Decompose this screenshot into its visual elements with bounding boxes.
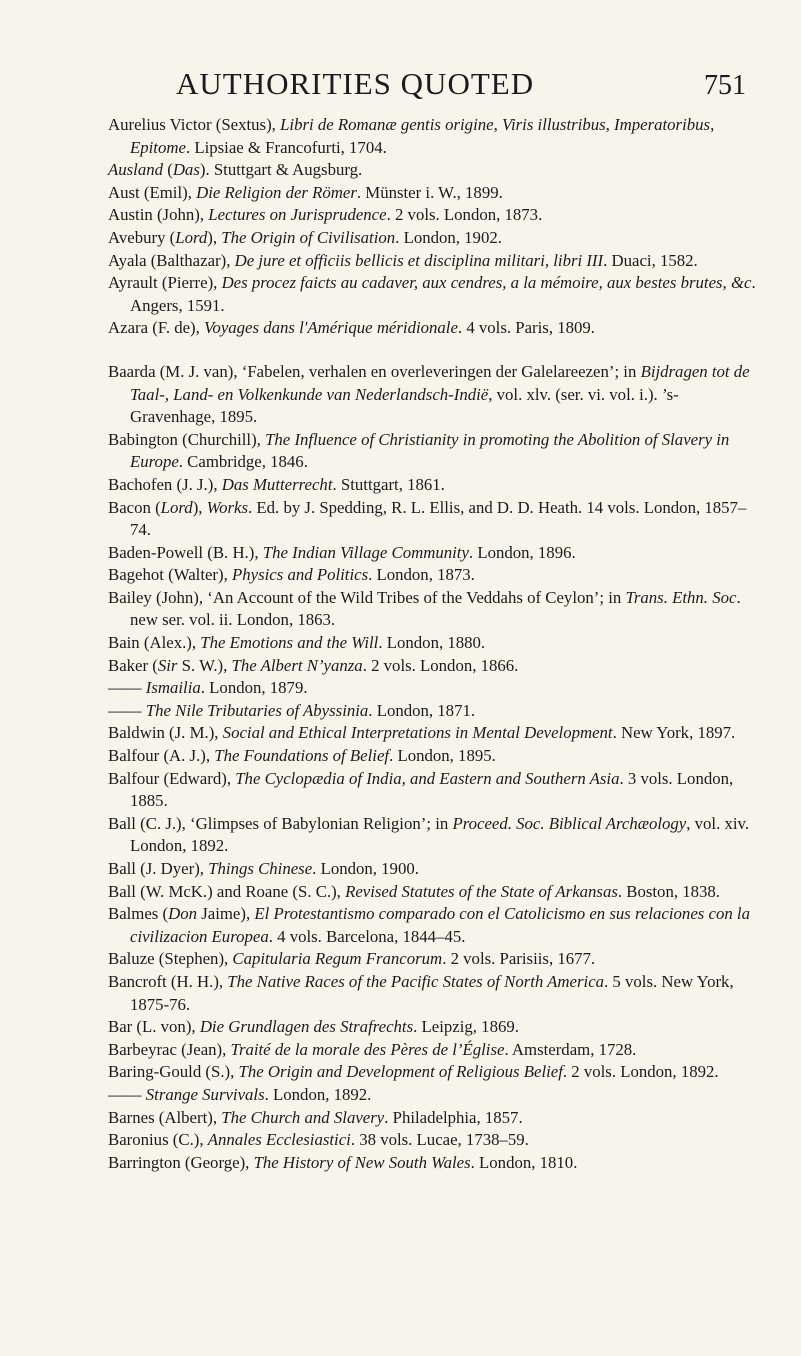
entry-text: Avebury ( xyxy=(108,227,176,247)
bibliography-entry xyxy=(108,114,760,159)
entry-italic-text: The Influence of Christianity in promoting the Abolition of Slavery in Europe xyxy=(130,429,730,472)
bibliography-entry xyxy=(108,317,760,340)
bibliography-entry xyxy=(108,497,760,542)
entry-italic-text: Revised Statutes of the State of Arkansas xyxy=(345,881,618,901)
entry-italic-text: The Cyclopædia of India, and Eastern and Southern Asia xyxy=(235,768,620,788)
entry-italic-text: Works xyxy=(206,497,249,517)
entry-text: . Leipzig, 1869. xyxy=(413,1017,519,1037)
entry-italic-text: Die Religion der Römer xyxy=(196,182,357,202)
entry-italic-text: The Albert N’yanza xyxy=(231,655,363,675)
entry-italic-text: Lectures on Jurisprudence xyxy=(208,205,387,225)
entry-text: —— xyxy=(108,678,146,698)
entry-text: . London, 1880. xyxy=(378,633,486,653)
entry-italic-text: The Emotions and the Will xyxy=(200,633,379,653)
entry-text: Ball (J. Dyer), xyxy=(108,859,209,878)
bibliography-entry xyxy=(108,1084,760,1107)
entry-text: . 38 vols. Lucae, 1738–59. xyxy=(350,1130,529,1150)
entry-text: , vol. xiv. London, 1892. xyxy=(130,813,750,856)
entry-italic-text: The Native Races of the Pacific States of North America xyxy=(227,971,605,991)
entry-text: Ball (C. J.), ‘Glimpses of Babylonian Religion’; in xyxy=(108,813,453,833)
entry-text: Baden-Powell (B. H.), xyxy=(108,542,263,562)
entry-text: . Lipsiae & Francofurti, 1704. xyxy=(185,137,387,157)
bibliography-entry xyxy=(108,227,760,250)
entry-italic-text: The History of New South Wales xyxy=(253,1152,471,1172)
entry-text: ( xyxy=(163,160,173,180)
bibliography-entry xyxy=(108,858,760,881)
entry-italic-text: Social and Ethical Interpretations in Mental Development xyxy=(222,723,613,743)
entry-text: Barbeyrac (Jean), xyxy=(108,1039,231,1059)
entry-text: Ball (W. McK.) and Roane (S. C.), xyxy=(108,881,346,901)
entry-italic-text: Ismailia xyxy=(145,678,201,698)
bibliography-entry xyxy=(108,948,760,971)
bibliography-entry xyxy=(108,881,760,904)
bibliography-entry xyxy=(108,971,760,1016)
bibliography-entry xyxy=(108,1107,760,1130)
entry-text: . 2 vols. Parisiis, 1677. xyxy=(442,949,596,969)
entry-text: Bain (Alex.), xyxy=(108,633,201,653)
entry-text: Ayala (Balthazar), xyxy=(108,250,235,270)
entry-italic-text: Das xyxy=(172,160,200,180)
entry-text: —— xyxy=(108,700,146,720)
entry-text: . 2 vols. London, 1866. xyxy=(362,655,519,675)
entry-text: , vol. xlv. (ser. vi. vol. i.). ’s-Gravenhage, 1895. xyxy=(130,384,679,427)
entry-text: Baker ( xyxy=(108,655,158,675)
entry-text: ). Stuttgart & Augsburg. xyxy=(199,160,363,180)
entry-text: . London, 1900. xyxy=(312,859,419,878)
bibliography-entry xyxy=(108,474,760,497)
entry-italic-text: Epitome xyxy=(130,137,186,157)
entry-text: . London, 1895. xyxy=(389,746,496,766)
entry-italic-text: Lord xyxy=(175,227,208,247)
entry-text: Babington (Churchill), xyxy=(108,429,266,449)
entry-italic-text: Trans. Ethn. Soc xyxy=(625,587,737,607)
entry-italic-text: Proceed. Soc. Biblical Archæology xyxy=(452,813,687,833)
bibliography-entry xyxy=(108,677,760,700)
entry-text: Bacon ( xyxy=(108,497,161,517)
entry-italic-text: Strange Survivals xyxy=(145,1084,265,1104)
entry-text: . New York, 1897. xyxy=(612,723,736,743)
entry-text: . 3 vols. London, 1885. xyxy=(130,768,734,811)
entry-text: . Boston, 1838. xyxy=(617,881,720,901)
entry-text: . London, 1871. xyxy=(368,700,476,720)
entry-italic-text: Things Chinese xyxy=(208,859,313,878)
entry-italic-text: Das Mutterrecht xyxy=(221,474,333,494)
entry-text: Bagehot (Walter), xyxy=(108,565,232,585)
entry-text: Aurelius Victor (Sextus), xyxy=(108,115,281,134)
entry-text: Baring-Gould (S.), xyxy=(108,1062,239,1082)
entry-text: . Angers, 1591. xyxy=(130,273,756,315)
bibliography-entry xyxy=(108,429,760,474)
entry-text: . London, 1892. xyxy=(264,1084,372,1104)
entry-text: , xyxy=(493,115,502,134)
entry-italic-text: Annales Ecclesiastici xyxy=(207,1130,351,1150)
entry-italic-text: Libri de Romanæ gentis origine xyxy=(280,115,494,134)
entry-italic-text: The Nile Tributaries of Abyssinia xyxy=(145,700,369,720)
entry-text: Baronius (C.), xyxy=(108,1130,208,1150)
entry-italic-text: The Church and Slavery xyxy=(221,1107,385,1127)
entry-text: . Duaci, 1582. xyxy=(603,250,698,270)
entry-text: ), xyxy=(207,227,222,247)
entry-text: . Stuttgart, 1861. xyxy=(332,474,445,494)
entry-italic-text: Lord xyxy=(160,497,193,517)
bibliography-list xyxy=(108,114,760,1174)
entry-text: ), xyxy=(192,497,207,517)
running-head xyxy=(176,66,801,106)
entry-text: Jaime), xyxy=(197,904,255,924)
entry-text: . 5 vols. New York, 1875-76. xyxy=(130,971,734,1014)
section-gap xyxy=(108,340,760,361)
entry-text: —— xyxy=(108,1084,146,1104)
entry-text: Azara (F. de), xyxy=(108,318,205,338)
bibliography-entry xyxy=(108,587,760,632)
entry-italic-text: The Origin and Development of Religious Belief xyxy=(238,1062,563,1082)
entry-text: Baluze (Stephen), xyxy=(108,949,233,969)
bibliography-entry xyxy=(108,159,760,182)
entry-text: . 2 vols. London, 1892. xyxy=(562,1062,719,1082)
bibliography-entry xyxy=(108,745,760,768)
entry-italic-text: El Protestantismo comparado con el Catolicismo en sus relaciones con la civilizacion Europea xyxy=(130,904,750,946)
bibliography-entry xyxy=(108,1061,760,1084)
entry-text: Barnes (Albert), xyxy=(108,1107,222,1127)
entry-text: . Münster i. W., 1899. xyxy=(356,182,503,202)
entry-text: . London, 1879. xyxy=(200,678,308,698)
entry-italic-text: Sir xyxy=(157,655,178,675)
running-title: AUTHORITIES QUOTED xyxy=(176,66,535,101)
entry-text: Austin (John), xyxy=(108,205,209,225)
entry-text: . Philadelphia, 1857. xyxy=(384,1107,523,1127)
entry-italic-text: Viris illustribus xyxy=(501,115,606,134)
bibliography-entry xyxy=(108,632,760,655)
entry-text: , xyxy=(605,115,615,134)
bibliography-entry xyxy=(108,903,760,948)
entry-italic-text: The Indian Village Community xyxy=(262,542,469,562)
entry-text: S. W.), xyxy=(177,655,232,675)
entry-text: Balfour (Edward), xyxy=(108,768,236,788)
entry-text: Ayrault (Pierre), xyxy=(108,273,222,293)
entry-text: . London, 1873. xyxy=(368,565,475,585)
entry-text: Barrington (George), xyxy=(108,1152,254,1172)
bibliography-entry xyxy=(108,1016,760,1039)
entry-italic-text: Voyages dans l'Amérique méridionale xyxy=(204,318,458,338)
entry-text: . Ed. by J. Spedding, R. L. Ellis, and D. D. Heath. 14 vols. London, 1857–74. xyxy=(130,497,747,540)
bibliography-entry xyxy=(108,722,760,745)
entry-italic-text: Don xyxy=(168,904,198,924)
entry-italic-text: Physics and Politics xyxy=(232,565,369,585)
entry-text: Baldwin (J. M.), xyxy=(108,723,223,743)
bibliography-entry xyxy=(108,768,760,813)
entry-text: Aust (Emil), xyxy=(108,182,197,202)
bibliography-entry xyxy=(108,655,760,678)
entry-text: . Cambridge, 1846. xyxy=(178,452,308,472)
bibliography-entry xyxy=(108,542,760,565)
entry-text: . new ser. vol. ii. London, 1863. xyxy=(130,587,741,630)
entry-italic-text: Traité de la morale des Pères de l’Église xyxy=(230,1039,505,1059)
bibliography-entry xyxy=(108,250,760,273)
entry-text: Bachofen (J. J.), xyxy=(108,474,222,494)
entry-text: Bancroft (H. H.), xyxy=(108,971,228,991)
bibliography-entry xyxy=(108,182,760,205)
entry-text: . London, 1810. xyxy=(470,1152,578,1172)
entry-text: . 2 vols. London, 1873. xyxy=(386,205,543,225)
bibliography-entry xyxy=(108,361,760,429)
entry-italic-text: Bijdragen tot de Taal-, Land- en Volkenkunde van Nederlandsch-Indië xyxy=(130,361,750,404)
entry-text: Balfour (A. J.), xyxy=(108,746,215,766)
entry-italic-text: De jure et officiis bellicis et disciplina militari, libri III xyxy=(234,250,604,270)
bibliography-entry xyxy=(108,1129,760,1152)
entry-italic-text: Capitularia Regum Francorum xyxy=(232,949,443,969)
entry-text: . London, 1896. xyxy=(468,542,576,562)
bibliography-entry xyxy=(108,700,760,723)
bibliography-entry xyxy=(108,272,760,317)
entry-text: . Amsterdam, 1728. xyxy=(504,1039,637,1059)
entry-text: . 4 vols. Paris, 1809. xyxy=(457,318,595,338)
entry-text: Balmes ( xyxy=(108,904,169,924)
entry-text: Bar (L. von), xyxy=(108,1017,200,1037)
entry-italic-text: Ausland xyxy=(108,160,164,180)
entry-text: Baarda (M. J. van), ‘Fabelen, verhalen en overleveringen der Galelareezen’; in xyxy=(108,361,641,381)
entry-italic-text: Die Grundlagen des Strafrechts xyxy=(199,1017,414,1037)
entry-text: Bailey (John), ‘An Account of the Wild Tribes of the Veddahs of Ceylon’; in xyxy=(108,587,626,607)
bibliography-entry xyxy=(108,564,760,587)
page-number: 751 xyxy=(704,70,746,101)
entry-text: . 4 vols. Barcelona, 1844–45. xyxy=(268,926,466,946)
entry-italic-text: Des procez faicts au cadaver, aux cendres, a la mémoire, aux bestes brutes, &c xyxy=(221,273,752,293)
entry-text: . London, 1902. xyxy=(395,227,502,247)
bibliography-entry xyxy=(108,204,760,227)
entry-italic-text: The Origin of Civilisation xyxy=(221,227,396,247)
bibliography-entry xyxy=(108,813,760,858)
entry-text: , xyxy=(710,115,715,134)
entry-italic-text: Imperatoribus xyxy=(614,115,711,134)
entry-italic-text: The Foundations of Belief xyxy=(214,746,390,766)
bibliography-entry xyxy=(108,1039,760,1062)
bibliography-entry xyxy=(108,1152,760,1175)
